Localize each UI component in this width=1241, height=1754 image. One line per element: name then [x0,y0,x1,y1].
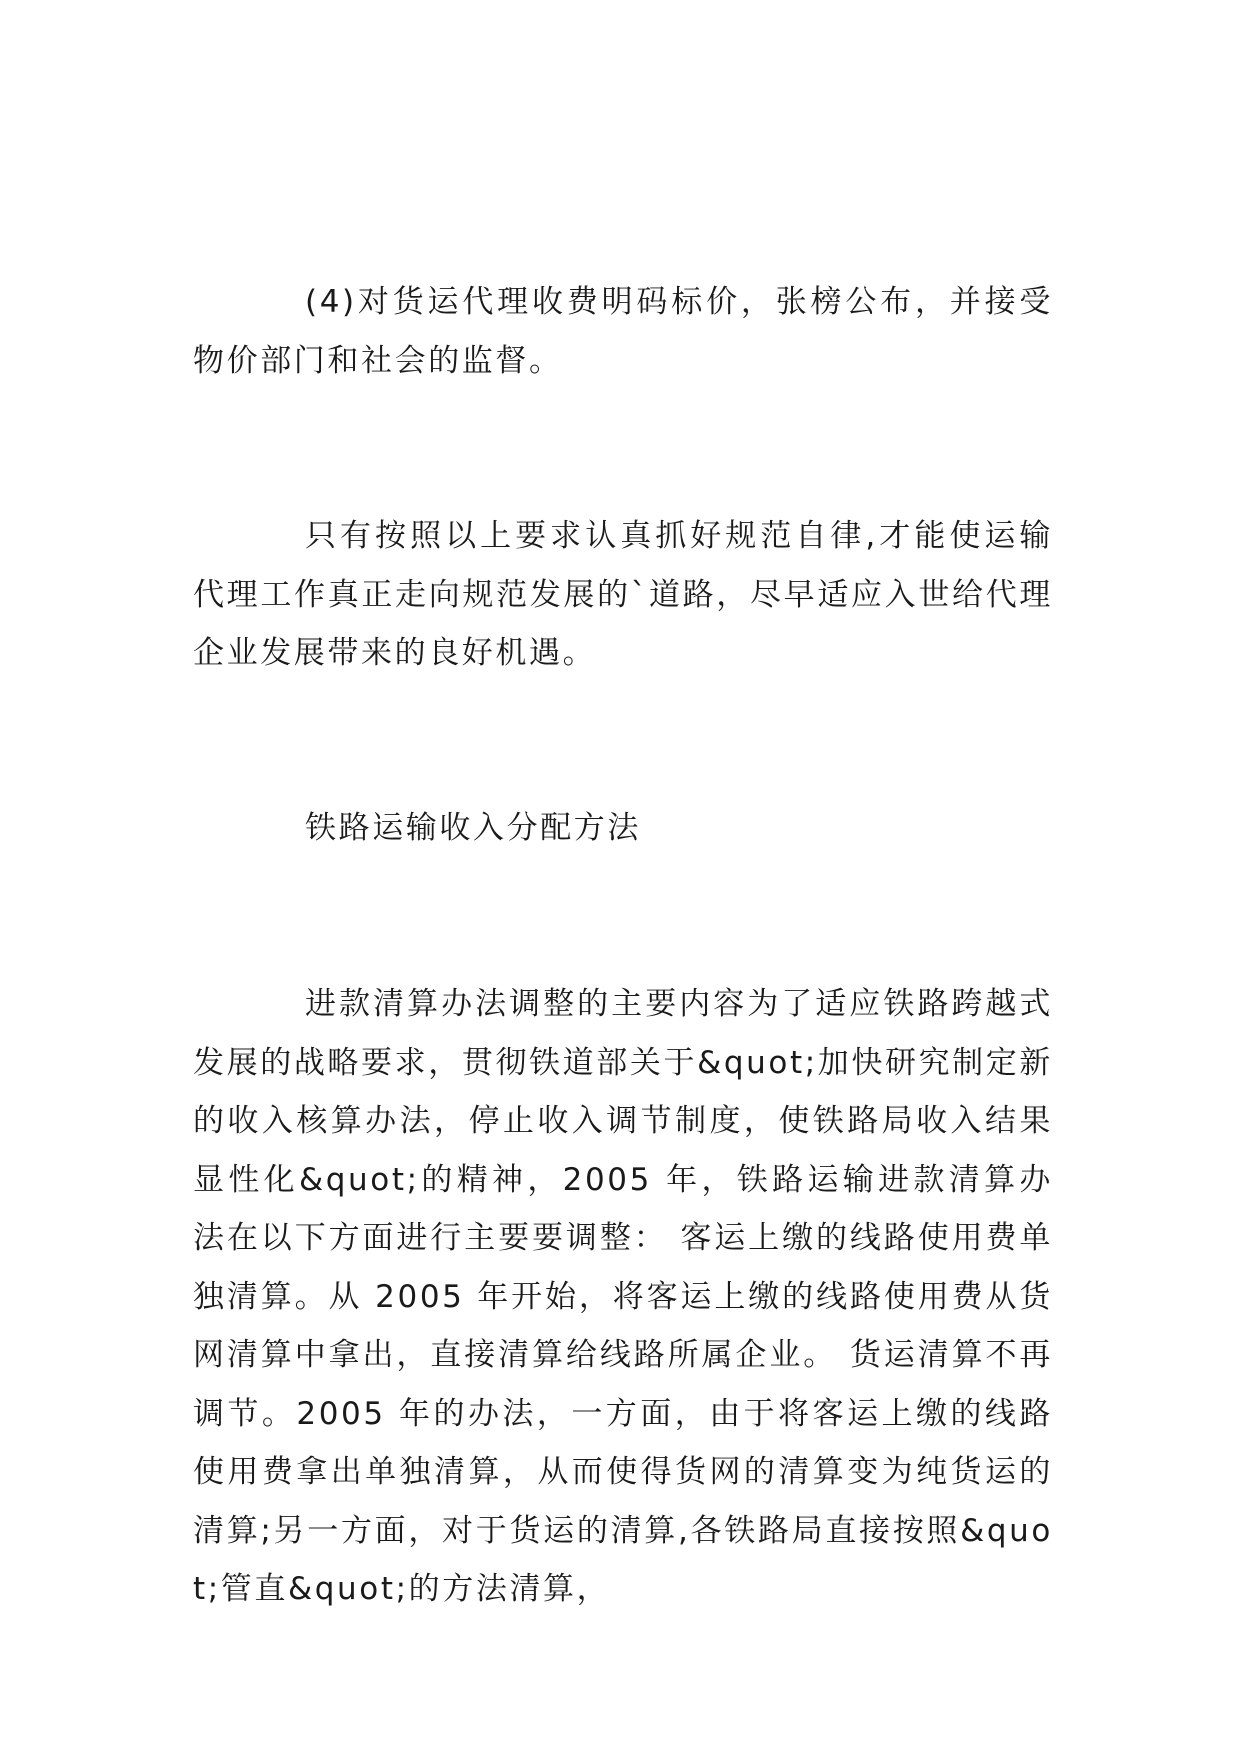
section-heading: 铁路运输收入分配方法 [305,810,641,846]
paragraph-clearing-method: 进款清算办法调整的主要内容为了适应铁路跨越式发展的战略要求，贯彻铁道部关于&quot;加快研究制定新的收入核算办法，停止收入调节制度，使铁路局收入结果显性化&quot;的精神，2005 年，铁路运输进款清算办法在以下方面进行主要要调整： 客运上缴的线路使用费单独清算。从 2005 年开始，将客运上缴的线路使用费从货网清算中拿出，直接清算给线路所属企业。 货运清算不再调节。2005 年的办法，一方面，由于将客运上缴的线路使用费拿出单独清算，从而使得货网的清算变为纯货运的清算;另一方面，对于货运的清算,各铁路局直接按照&quot;管直&quot;的方法清算， [193,986,1053,1607]
paragraph-self-discipline: 只有按照以上要求认真抓好规范自律,才能使运输代理工作真正走向规范发展的`道路，尽早适应入世给代理企业发展带来的良好机遇。 [193,518,1053,671]
paragraph-freight-pricing: (4)对货运代理收费明码标价，张榜公布，并接受物价部门和社会的监督。 [193,284,1053,379]
